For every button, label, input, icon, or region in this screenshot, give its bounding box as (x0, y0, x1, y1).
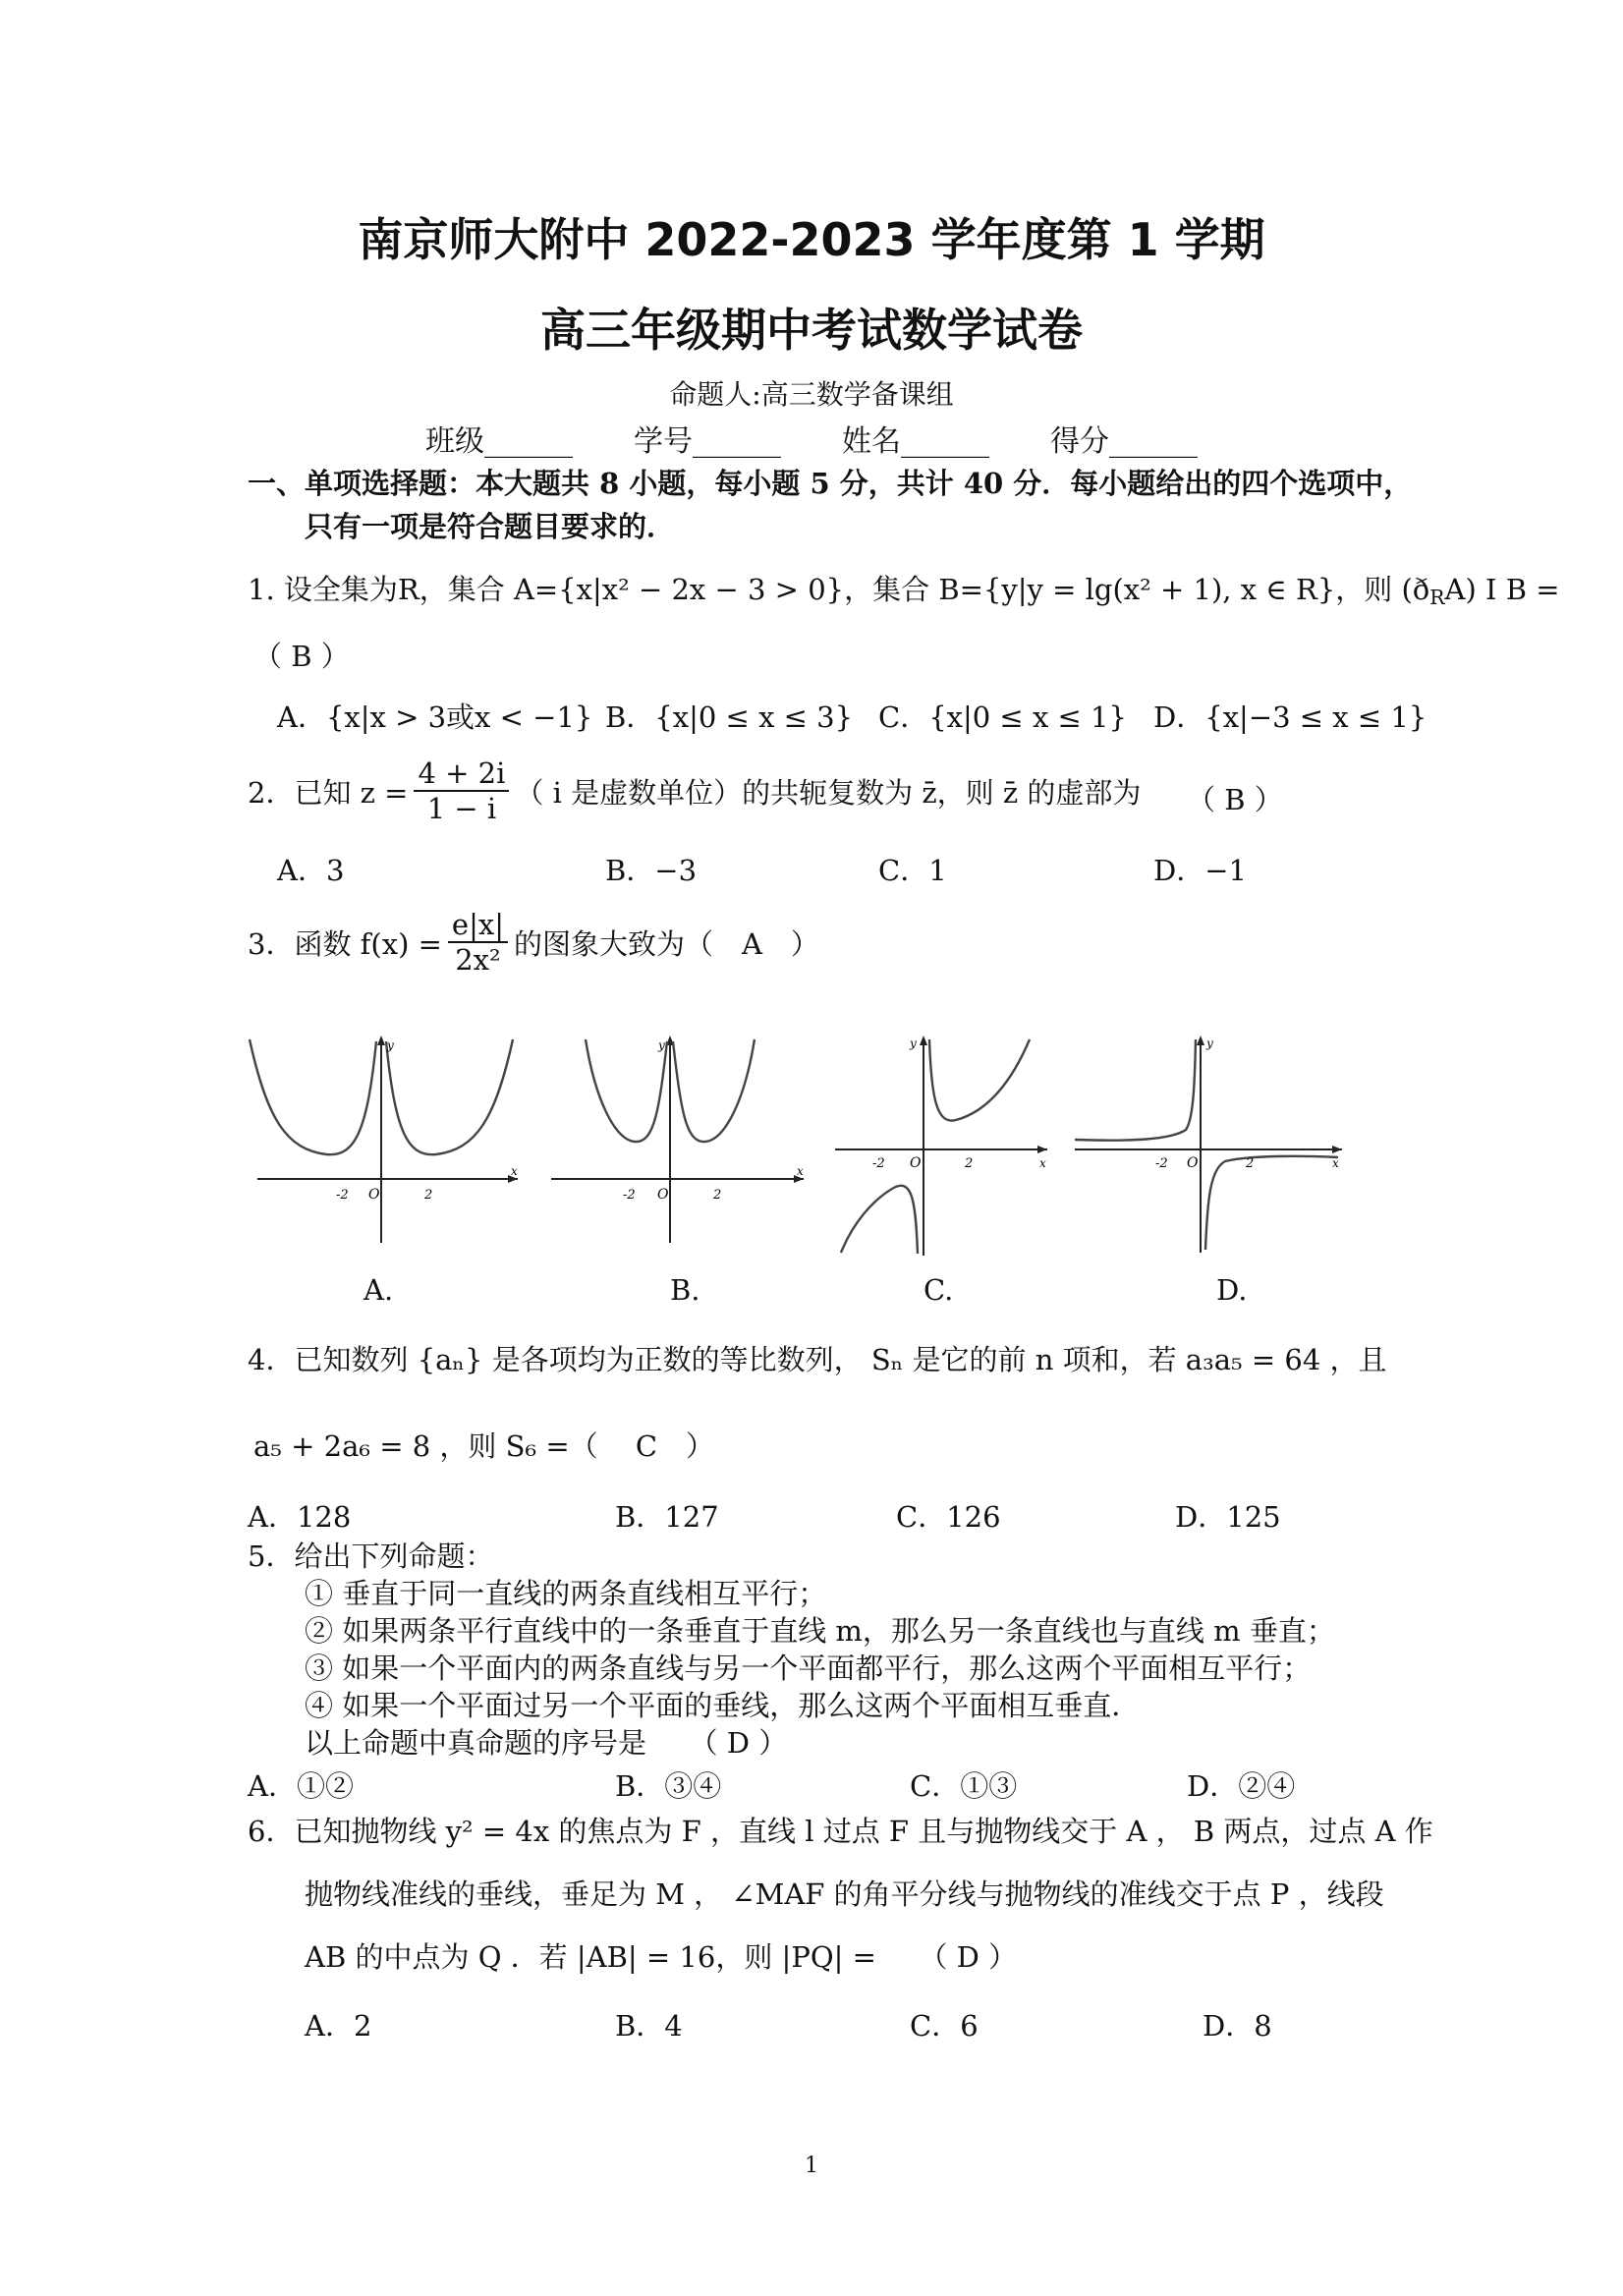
graph-d-tick-pos: 2 (1246, 1156, 1255, 1171)
graph-option-c (833, 1032, 1055, 1258)
question-2-answer: （ B ） (1187, 783, 1283, 816)
question-4-option-b: B．127 (615, 1500, 719, 1534)
question-5-option-b: B．③④ (615, 1769, 722, 1803)
graph-c-tick-pos: 2 (965, 1156, 974, 1171)
question-4-option-d: D．125 (1175, 1500, 1281, 1534)
page-number: 1 (805, 2154, 818, 2178)
question-6-option-b: B．4 (615, 2009, 683, 2043)
graph-d-origin: O (1187, 1155, 1199, 1171)
student-info-row (0, 417, 1623, 460)
graph-a-tick-neg: -2 (336, 1188, 349, 1203)
question-6-option-a: A．2 (305, 2009, 372, 2043)
question-4-line2: a₅ + 2a₆ = 8 ，则 S₆ =（ C ） (253, 1429, 715, 1463)
graph-c-y-label: y (910, 1036, 917, 1050)
question-1-answer: （ B ） (253, 640, 350, 673)
graph-b-y-label: y (658, 1038, 665, 1052)
graph-b-tick-neg: -2 (623, 1188, 636, 1203)
graph-b-x-label: x (797, 1164, 804, 1178)
question-2-option-a: A．3 (277, 854, 345, 887)
graph-d-label: D. (1216, 1273, 1248, 1307)
graph-a-origin: O (368, 1187, 380, 1203)
question-5-stem: 5．给出下列命题： (248, 1540, 494, 1573)
graph-a-x-label: x (511, 1164, 518, 1178)
question-1-option-c: C．{x|0 ≤ x ≤ 1} (878, 700, 1127, 734)
question-2-fraction: $\frac{4 + 2i}{1 - i}$ (414, 756, 509, 825)
graph-a-y-label: y (387, 1038, 394, 1052)
question-6-line3: AB 的中点为 Q ．若 |AB| = 16，则 |PQ| = （ D ） (305, 1940, 1018, 1974)
class-field: 班级______ (425, 424, 573, 459)
question-6-line1: 6．已知抛物线 y² = 4x 的焦点为 F ，直线 l 过点 F 且与抛物线交于 A ， B 两点，过点 A 作 (248, 1815, 1433, 1848)
student-id-field: 学号______ (634, 424, 781, 459)
graph-c-origin: O (910, 1155, 922, 1171)
section-heading-cont: 只有一项是符合题目要求的． (305, 510, 676, 543)
graph-b-origin: O (657, 1187, 669, 1203)
question-4-option-c: C．126 (896, 1500, 1001, 1534)
question-2-option-c: C．1 (878, 854, 947, 887)
question-2-option-b: B．−3 (605, 854, 698, 887)
graph-b-label: B. (670, 1273, 700, 1307)
graph-a-tick-pos: 2 (424, 1188, 433, 1203)
question-3-fraction: $\frac{e|x|}{\text{2x²}}$ (448, 908, 508, 977)
question-5-option-c: C．①③ (910, 1769, 1018, 1803)
question-6-option-c: C．6 (910, 2009, 979, 2043)
graph-option-b (546, 1032, 812, 1248)
graph-c-tick-neg: -2 (872, 1156, 885, 1171)
question-4-line1: 4．已知数列 {aₙ} 是各项均为正数的等比数列， Sₙ 是它的前 n 项和，若 a₃a₅ = 64 ，且 (248, 1343, 1387, 1376)
question-5-item-1: ① 垂直于同一直线的两条直线相互平行； (305, 1577, 827, 1610)
question-5-item-2: ② 如果两条平行直线中的一条垂直于直线 m，那么另一条直线也与直线 m 垂直； (305, 1614, 1335, 1648)
question-4-option-a: A．128 (248, 1500, 352, 1534)
question-5-item-3: ③ 如果一个平面内的两条直线与另一个平面都平行，那么这两个平面相互平行； (305, 1652, 1312, 1685)
graph-c-label: C. (923, 1273, 954, 1307)
exam-title-line1: 南京师大附中 2022-2023 学年度第 1 学期 (358, 213, 1265, 266)
question-1-option-a: A．{x|x > 3或x < −1} (277, 700, 593, 734)
question-3-stem: 3．函数 f(x) = $\frac{e|x|}{\text{2x²}}$ 的图象大致为（ A ） (248, 908, 819, 977)
question-1-stem: 1. 设全集为R，集合 A={x|x² − 2x − 3 > 0}，集合 B={y|y = lg(x² + 1), x ∈ R}，则 $(ð_RA)$ I B = (248, 573, 1560, 610)
question-2-option-d: D．−1 (1153, 854, 1248, 887)
question-6-line2: 抛物线准线的垂线，垂足为 M ， ∠MAF 的角平分线与抛物线的准线交于点 P ，线段 (305, 1877, 1384, 1911)
question-6-option-d: D．8 (1203, 2009, 1272, 2043)
graph-b-tick-pos: 2 (713, 1188, 722, 1203)
question-5-option-a: A．①② (248, 1769, 354, 1803)
section-heading: 一、单项选择题：本大题共 8 小题，每小题 5 分，共计 40 分．每小题给出的四个选项中， (248, 467, 1413, 500)
question-5-conclusion: 以上命题中真命题的序号是 （ D ） (305, 1726, 788, 1760)
name-field: 姓名______ (842, 424, 989, 459)
graph-d-x-label: x (1332, 1156, 1339, 1170)
graph-d-tick-neg: -2 (1155, 1156, 1168, 1171)
author-line: 命题人:高三数学备课组 (669, 378, 954, 411)
exam-title-line2: 高三年级期中考试数学试卷 (540, 304, 1083, 357)
question-5-item-4: ④ 如果一个平面过另一个平面的垂线，那么这两个平面相互垂直． (305, 1689, 1141, 1722)
graph-option-a (248, 1032, 523, 1248)
question-1-option-b: B．{x|0 ≤ x ≤ 3} (605, 700, 854, 734)
question-1-option-d: D．{x|−3 ≤ x ≤ 1} (1153, 700, 1427, 734)
question-5-option-d: D．②④ (1187, 1769, 1296, 1803)
graph-d-y-label: y (1206, 1036, 1213, 1050)
graph-option-d (1073, 1032, 1348, 1258)
graph-c-x-label: x (1039, 1156, 1046, 1170)
score-field: 得分______ (1050, 424, 1198, 459)
question-2-stem: 2．已知 z = $\frac{4 + 2i}{1 - i}$ （ i 是虚数单位）的共轭复数为 z̄，则 z̄ 的虚部为 (248, 756, 1142, 825)
graph-a-label: A. (364, 1273, 394, 1307)
